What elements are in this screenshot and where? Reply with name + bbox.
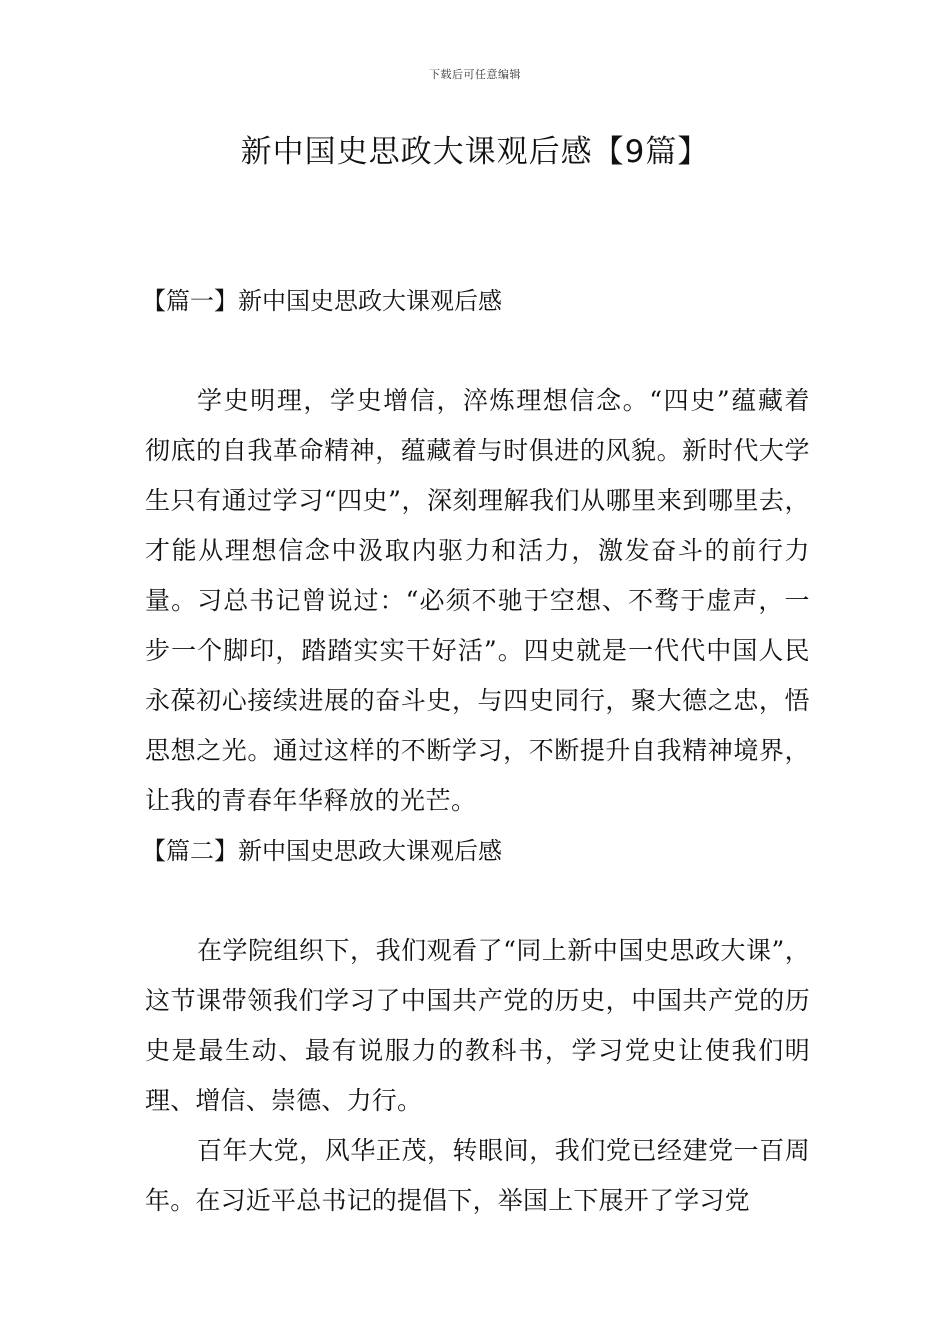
document-body (142, 276, 810, 1226)
page-header-note: 下载后可任意编辑 (429, 68, 521, 81)
section-1-paragraph-1: 学史明理，学史增信，淬炼理想信念。“四史”蕴藏着彻底的自我革命精神，蕴藏着与时俱进的风貌。新时代大学生只有通过学习“四史”，深刻理解我们从哪里来到哪里去，才能从理想信念中汲取内驱力和活力，激发奋斗的前行力量。习总书记曾说过：“必须不驰于空想、不骛于虚声，一步一个脚印，踏踏实实干好活”。四史就是一代代中国人民永葆初心接续进展的奋斗史，与四史同行，聚大德之忠，悟思想之光。通过这样的不断学习，不断提升自我精神境界，让我的青春年华释放的光芒。 (145, 386, 810, 815)
section-heading-1: 【篇一】新中国史思政大课观后感 (142, 287, 502, 315)
document-title: 新中国史思政大课观后感【9篇】 (240, 134, 710, 170)
spacer (145, 876, 810, 926)
section-2-paragraph-2: 百年大党，风华正茂，转眼间，我们党已经建党一百周年。在习近平总书记的提倡下，举国上下展开了学习党 (145, 1136, 810, 1215)
section-heading-2: 【篇二】新中国史思政大课观后感 (142, 837, 502, 865)
section-2-paragraph-1: 在学院组织下，我们观看了“同上新中国史思政大课”，这节课带领我们学习了中国共产党的历史，中国共产党的历史是最生动、最有说服力的教科书，学习党史让使我们明理、增信、崇德、力行。 (145, 936, 810, 1115)
spacer (145, 326, 810, 376)
